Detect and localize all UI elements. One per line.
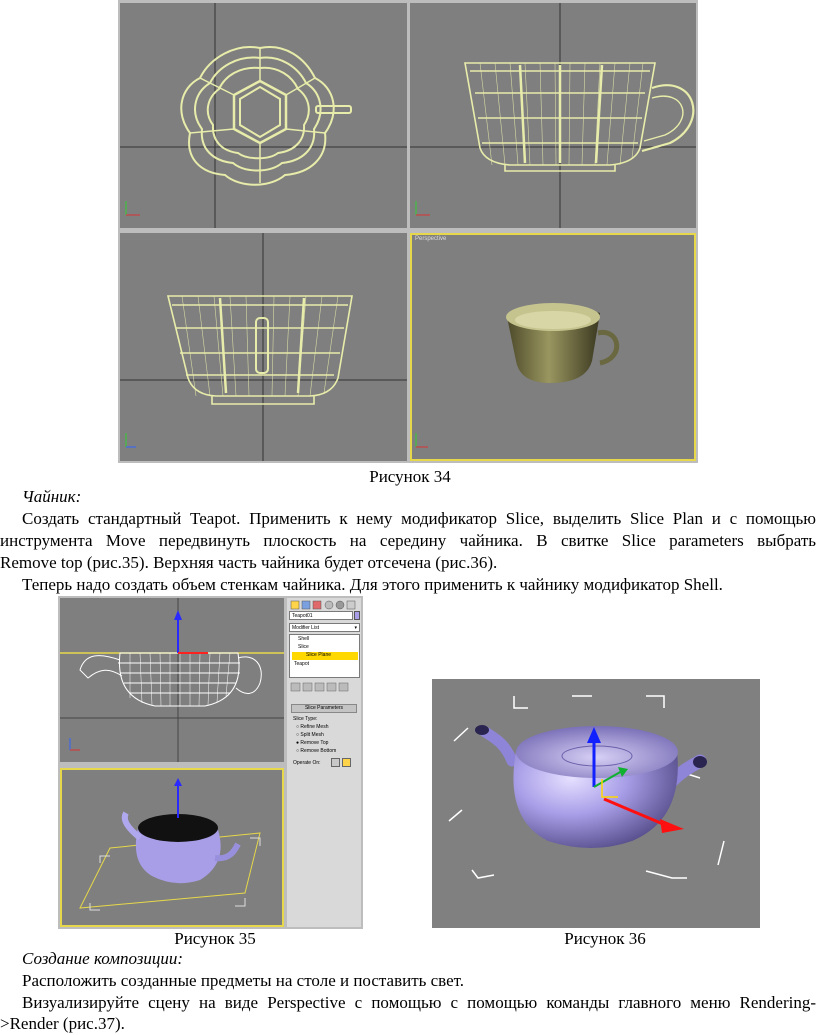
teapot-sliced-perspective [432, 679, 760, 928]
teapot-paragraph-line-2: инструмента Move передвинуть плоскость на середину чайника. В свитке Slice parameters выбрать [0, 531, 816, 550]
axis-gizmo-icon [416, 433, 428, 447]
stack-toolbar [289, 682, 360, 692]
heading-teapot: Чайник: [22, 487, 82, 506]
hierarchy-tab-icon [313, 601, 321, 609]
axis-gizmo-icon [416, 201, 430, 215]
axis-gizmo-icon [126, 433, 136, 447]
create-tab-icon [291, 601, 299, 609]
viewport-perspective-teapot[interactable] [60, 768, 284, 927]
rendered-cup [410, 233, 696, 461]
stack-item-shell[interactable]: Shell [298, 636, 310, 642]
make-unique-icon [315, 683, 324, 691]
viewport-top[interactable] [120, 3, 407, 228]
operate-on-label: Operate On: [293, 760, 321, 766]
composition-paragraph-2-line-2: >Render (рис.37). [0, 1014, 125, 1033]
panel-tabs [289, 600, 359, 610]
teapot-slice-wireframe [60, 598, 284, 762]
utilities-tab-icon [347, 601, 355, 609]
show-end-result-icon [303, 683, 312, 691]
figure-34-caption: Рисунок 34 [369, 467, 451, 486]
axis-gizmo-icon [70, 738, 80, 750]
modify-tab-icon [302, 601, 310, 609]
left-view-wireframe [120, 233, 407, 461]
figure-35-caption: Рисунок 35 [174, 929, 256, 948]
modifier-stack[interactable] [289, 634, 360, 678]
teapot-paragraph-line-3: Remove top (рис.35). Верхняя часть чайника будет отсечена (рис.36). [0, 553, 498, 572]
object-name-field[interactable]: Teapot01 [289, 611, 353, 620]
slice-type-label: Slice Type: [293, 716, 318, 722]
radio-remove-top[interactable]: ● Remove Top [296, 740, 329, 746]
stack-item-slice-plane[interactable]: Slice Plane [306, 652, 332, 658]
figure-36-caption: Рисунок 36 [564, 929, 646, 948]
front-view-wireframe [410, 3, 696, 228]
axis-gizmo-icon [126, 201, 140, 215]
top-view-wireframe [120, 3, 407, 228]
heading-composition: Создание композиции: [22, 949, 184, 968]
viewport-left[interactable] [120, 233, 407, 461]
shell-paragraph: Теперь надо создать объем стенкам чайника. Для этого применить к чайнику модификатор Shell. [22, 575, 723, 594]
figure-34 [118, 0, 698, 463]
move-gizmo-icon [174, 778, 182, 818]
move-gizmo-icon [174, 610, 208, 653]
modify-panel [287, 598, 361, 927]
stack-item-slice[interactable]: Slice [298, 644, 309, 650]
viewport-front-teapot[interactable] [60, 598, 284, 762]
slice-parameters-rollout-header[interactable]: Slice Parameters [291, 704, 357, 713]
object-color-swatch[interactable] [354, 611, 360, 620]
motion-tab-icon [325, 601, 333, 609]
display-tab-icon [336, 601, 344, 609]
pin-stack-icon [291, 683, 300, 691]
figure-35 [58, 596, 363, 929]
radio-refine-mesh[interactable]: ○ Refine Mesh [296, 724, 329, 730]
operate-on-faces-button[interactable] [331, 758, 340, 767]
operate-on-polygons-button[interactable] [342, 758, 351, 767]
composition-paragraph-1: Расположить созданные предметы на столе и поставить свет. [22, 971, 465, 990]
stack-item-teapot[interactable]: Teapot [294, 661, 310, 667]
composition-paragraph-2-line-1: Визуализируйте сцену на виде Perspective с помощью с помощью команды главного меню Rendering- [22, 993, 816, 1012]
modifier-list-dropdown[interactable]: Modifier List ▾ [289, 623, 360, 632]
radio-split-mesh[interactable]: ○ Split Mesh [296, 732, 324, 738]
chevron-down-icon: ▾ [354, 625, 357, 631]
remove-modifier-icon [327, 683, 336, 691]
configure-sets-icon [339, 683, 348, 691]
teapot-paragraph-line-1: Создать стандартный Teapot. Применить к нему модификатор Slice, выделить Slice Plan и с помощью [22, 509, 816, 528]
viewport-perspective[interactable] [410, 233, 696, 461]
figure-36 [432, 679, 760, 928]
radio-remove-bottom[interactable]: ○ Remove Bottom [296, 748, 337, 754]
perspective-label: Perspective [415, 236, 447, 242]
viewport-front[interactable] [410, 3, 696, 228]
teapot-perspective [60, 768, 284, 927]
